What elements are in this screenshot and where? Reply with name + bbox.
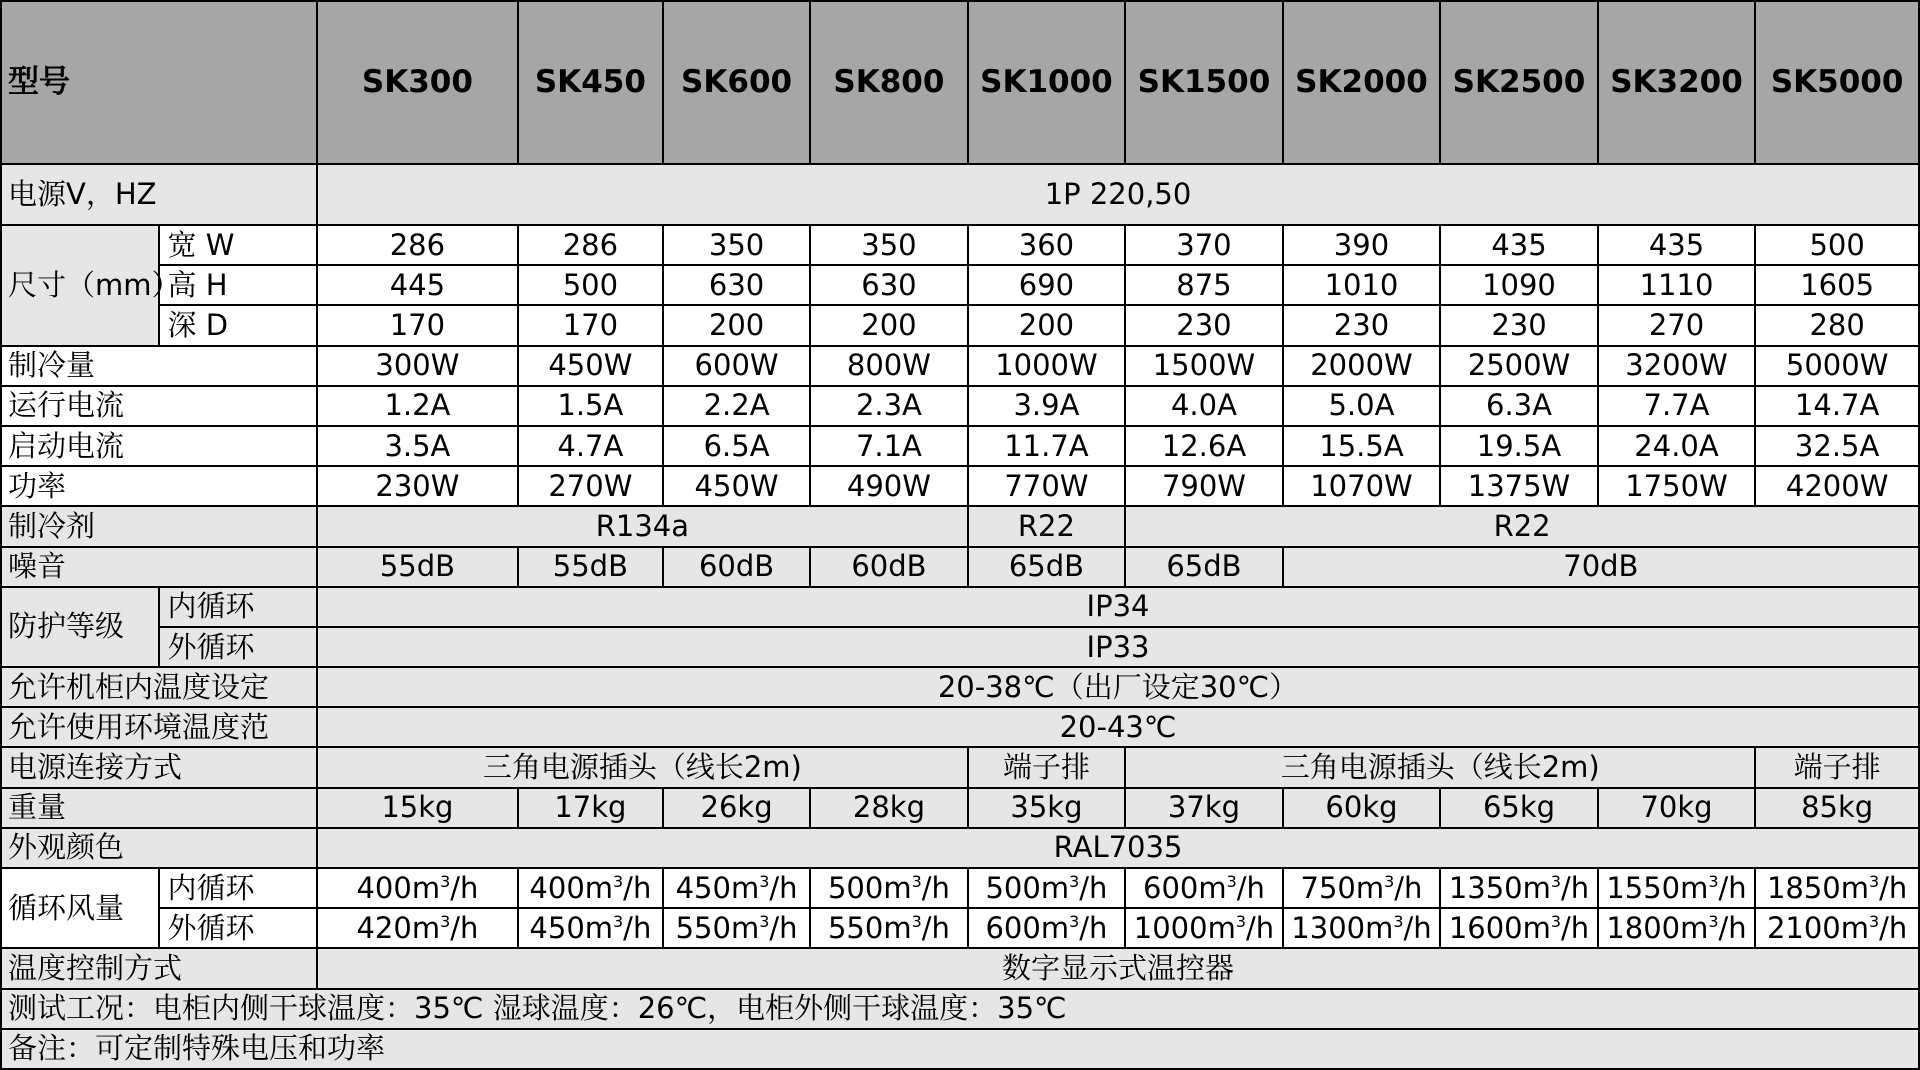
start-current-cell: 15.5A <box>1283 426 1441 466</box>
airflow-value: 500m <box>985 870 1070 905</box>
airflow-unit: /h <box>921 910 950 945</box>
weight-cell: 35kg <box>968 788 1126 828</box>
run-current-cell: 2.2A <box>663 386 810 426</box>
airflow-unit: /h <box>450 870 479 905</box>
power-rating-cell: 4200W <box>1755 466 1919 506</box>
size-label: 尺寸（mm） <box>1 225 159 346</box>
airflow-value: 400m <box>529 870 614 905</box>
airflow-row-inner <box>1 868 1919 908</box>
connection-cell: 三角电源插头（线长2m) <box>317 747 968 787</box>
cabinet-temp-row <box>1 667 1919 707</box>
airflow-value: 450m <box>675 870 760 905</box>
size-cell: 500 <box>1755 225 1919 265</box>
airflow-unit: /h <box>769 910 798 945</box>
weight-cell: 60kg <box>1283 788 1441 828</box>
airflow-unit: /h <box>921 870 950 905</box>
refrigerant-row <box>1 506 1919 546</box>
noise-cell: 60dB <box>810 547 968 587</box>
airflow-value: 1600m <box>1448 910 1551 945</box>
airflow-value: 2100m <box>1766 910 1870 945</box>
run-current-row <box>1 386 1919 426</box>
start-current-cell: 24.0A <box>1598 426 1756 466</box>
refrigerant-cell: R22 <box>968 506 1126 546</box>
start-current-cell: 32.5A <box>1755 426 1919 466</box>
cooling-cell: 300W <box>317 346 518 386</box>
model-name: SK1500 <box>1125 1 1283 164</box>
start-current-cell: 4.7A <box>518 426 663 466</box>
color-value: RAL7035 <box>317 828 1919 868</box>
cooling-cell: 1500W <box>1125 346 1283 386</box>
weight-row <box>1 788 1919 828</box>
airflow-unit: /h <box>450 910 479 945</box>
cooling-row <box>1 346 1919 386</box>
cabinet-temp-label: 允许机柜内温度设定 <box>1 667 317 707</box>
airflow-cell: $500m^3/h$ <box>968 868 1126 908</box>
size-cell: 170 <box>317 305 518 345</box>
noise-cell: 55dB <box>317 547 518 587</box>
power-rating-cell: 490W <box>810 466 968 506</box>
model-label: 型号 <box>1 1 317 164</box>
run-current-cell: 2.3A <box>810 386 968 426</box>
refrigerant-cell: R134a <box>317 506 968 546</box>
size-cell: 350 <box>663 225 810 265</box>
size-cell: 200 <box>663 305 810 345</box>
airflow-cell: $550m^3/h$ <box>663 908 810 948</box>
start-current-cell: 11.7A <box>968 426 1126 466</box>
airflow-unit: /h <box>769 870 798 905</box>
airflow-unit: /h <box>1245 910 1275 945</box>
cooling-cell: 2500W <box>1440 346 1598 386</box>
protection-sub-label: 外循环 <box>159 627 318 667</box>
weight-cell: 28kg <box>810 788 968 828</box>
airflow-cell: $400m^3/h$ <box>518 868 663 908</box>
model-name: SK5000 <box>1755 1 1919 164</box>
size-cell: 630 <box>810 265 968 305</box>
temp-control-label: 温度控制方式 <box>1 948 317 988</box>
test-note: 测试工况：电柜内侧干球温度：35℃ 湿球温度：26℃，电柜外侧干球温度：35℃ <box>1 989 1919 1029</box>
size-cell: 200 <box>968 305 1126 345</box>
model-name: SK300 <box>317 1 518 164</box>
airflow-unit: /h <box>1879 910 1908 945</box>
size-cell: 1605 <box>1755 265 1919 305</box>
protection-row-outer <box>1 627 1919 667</box>
start-current-cell: 19.5A <box>1440 426 1598 466</box>
start-current-cell: 6.5A <box>663 426 810 466</box>
size-cell: 286 <box>317 225 518 265</box>
cooling-cell: 5000W <box>1755 346 1919 386</box>
airflow-cell: $1600m^3/h$ <box>1440 908 1598 948</box>
power-value: 1P 220,50 <box>317 164 1919 225</box>
test-note-row <box>1 989 1919 1029</box>
airflow-label: 循环风量 <box>1 868 159 948</box>
protection-value: IP33 <box>317 627 1919 667</box>
weight-cell: 70kg <box>1598 788 1756 828</box>
airflow-cell: $500m^3/h$ <box>810 868 968 908</box>
power-label: 电源V，HZ <box>1 164 317 225</box>
weight-cell: 65kg <box>1440 788 1598 828</box>
noise-cell: 55dB <box>518 547 663 587</box>
size-cell: 230 <box>1283 305 1441 345</box>
size-cell: 360 <box>968 225 1126 265</box>
power-rating-cell: 770W <box>968 466 1126 506</box>
airflow-unit: /h <box>1879 870 1908 905</box>
airflow-cell: $1800m^3/h$ <box>1598 908 1756 948</box>
temp-control-value: 数字显示式温控器 <box>317 948 1919 988</box>
airflow-cell: $600m^3/h$ <box>968 908 1126 948</box>
weight-cell: 85kg <box>1755 788 1919 828</box>
connection-label: 电源连接方式 <box>1 747 317 787</box>
model-name: SK1000 <box>968 1 1126 164</box>
power-rating-label: 功率 <box>1 466 317 506</box>
run-current-cell: 6.3A <box>1440 386 1598 426</box>
airflow-value: 1850m <box>1766 870 1870 905</box>
airflow-value: 500m <box>827 870 912 905</box>
run-current-cell: 5.0A <box>1283 386 1441 426</box>
airflow-value: 400m <box>356 870 441 905</box>
airflow-unit: /h <box>1561 870 1590 905</box>
airflow-value: 1300m <box>1291 910 1394 945</box>
size-cell: 445 <box>317 265 518 305</box>
weight-cell: 17kg <box>518 788 663 828</box>
noise-label: 噪音 <box>1 547 317 587</box>
airflow-sub-label: 外循环 <box>159 908 318 948</box>
airflow-value: 420m <box>356 910 441 945</box>
airflow-cell: $420m^3/h$ <box>317 908 518 948</box>
cooling-cell: 2000W <box>1283 346 1441 386</box>
airflow-unit: /h <box>623 870 652 905</box>
airflow-value: 1350m <box>1448 870 1551 905</box>
start-current-row <box>1 426 1919 466</box>
airflow-value: 1550m <box>1606 870 1709 905</box>
airflow-value: 600m <box>1143 870 1227 905</box>
run-current-label: 运行电流 <box>1 386 317 426</box>
connection-cell: 端子排 <box>968 747 1126 787</box>
refrigerant-cell: R22 <box>1125 506 1919 546</box>
airflow-unit: /h <box>1394 870 1423 905</box>
airflow-cell: $1350m^3/h$ <box>1440 868 1598 908</box>
temp-control-row <box>1 948 1919 988</box>
size-row-w <box>1 225 1919 265</box>
model-name: SK2500 <box>1440 1 1598 164</box>
power-rating-cell: 270W <box>518 466 663 506</box>
airflow-unit: /h <box>623 910 652 945</box>
ambient-temp-row <box>1 707 1919 747</box>
airflow-cell: $1300m^3/h$ <box>1283 908 1441 948</box>
airflow-value: 600m <box>985 910 1070 945</box>
size-cell: 390 <box>1283 225 1441 265</box>
size-cell: 230 <box>1125 305 1283 345</box>
power-rating-cell: 790W <box>1125 466 1283 506</box>
start-current-cell: 12.6A <box>1125 426 1283 466</box>
size-cell: 286 <box>518 225 663 265</box>
weight-cell: 26kg <box>663 788 810 828</box>
connection-cell: 端子排 <box>1755 747 1919 787</box>
airflow-cell: $400m^3/h$ <box>317 868 518 908</box>
power-rating-cell: 1070W <box>1283 466 1441 506</box>
size-sub-label: 深 D <box>159 305 318 345</box>
airflow-unit: /h <box>1079 870 1108 905</box>
connection-cell: 三角电源插头（线长2m) <box>1125 747 1755 787</box>
airflow-cell: $1550m^3/h$ <box>1598 868 1756 908</box>
airflow-unit: /h <box>1079 910 1108 945</box>
size-cell: 170 <box>518 305 663 345</box>
size-cell: 690 <box>968 265 1126 305</box>
size-cell: 230 <box>1440 305 1598 345</box>
model-name: SK2000 <box>1283 1 1441 164</box>
protection-value: IP34 <box>317 587 1919 627</box>
size-cell: 270 <box>1598 305 1756 345</box>
power-rating-row <box>1 466 1919 506</box>
airflow-unit: /h <box>1403 910 1432 945</box>
start-current-cell: 7.1A <box>810 426 968 466</box>
model-name: SK800 <box>810 1 968 164</box>
size-cell: 1010 <box>1283 265 1441 305</box>
noise-row <box>1 547 1919 587</box>
size-cell: 280 <box>1755 305 1919 345</box>
size-cell: 500 <box>518 265 663 305</box>
run-current-cell: 7.7A <box>1598 386 1756 426</box>
protection-row-inner <box>1 587 1919 627</box>
color-row <box>1 828 1919 868</box>
airflow-value: 450m <box>529 910 614 945</box>
weight-cell: 15kg <box>317 788 518 828</box>
airflow-unit: /h <box>1718 870 1747 905</box>
run-current-cell: 1.2A <box>317 386 518 426</box>
connection-row <box>1 747 1919 787</box>
airflow-cell: $750m^3/h$ <box>1283 868 1441 908</box>
cooling-cell: 1000W <box>968 346 1126 386</box>
protection-sub-label: 内循环 <box>159 587 318 627</box>
airflow-cell: $450m^3/h$ <box>518 908 663 948</box>
noise-cell: 65dB <box>968 547 1126 587</box>
size-sub-label: 高 H <box>159 265 318 305</box>
start-current-label: 启动电流 <box>1 426 317 466</box>
size-cell: 200 <box>810 305 968 345</box>
size-cell: 875 <box>1125 265 1283 305</box>
ambient-temp-value: 20-43℃ <box>317 707 1919 747</box>
airflow-cell: $550m^3/h$ <box>810 908 968 948</box>
noise-cell: 60dB <box>663 547 810 587</box>
size-cell: 350 <box>810 225 968 265</box>
size-cell: 1090 <box>1440 265 1598 305</box>
run-current-cell: 1.5A <box>518 386 663 426</box>
size-sub-label: 宽 W <box>159 225 318 265</box>
airflow-value: 550m <box>675 910 760 945</box>
cooling-cell: 600W <box>663 346 810 386</box>
size-cell: 435 <box>1598 225 1756 265</box>
airflow-unit: /h <box>1718 910 1747 945</box>
cooling-cell: 3200W <box>1598 346 1756 386</box>
cabinet-temp-value: 20-38℃（出厂设定30℃） <box>317 667 1919 707</box>
airflow-value: 1000m <box>1133 910 1236 945</box>
power-rating-cell: 1375W <box>1440 466 1598 506</box>
airflow-unit: /h <box>1561 910 1590 945</box>
run-current-cell: 3.9A <box>968 386 1126 426</box>
weight-label: 重量 <box>1 788 317 828</box>
airflow-value: 1800m <box>1606 910 1709 945</box>
size-cell: 1110 <box>1598 265 1756 305</box>
size-row-h <box>1 265 1919 305</box>
start-current-cell: 3.5A <box>317 426 518 466</box>
power-rating-cell: 230W <box>317 466 518 506</box>
model-name: SK450 <box>518 1 663 164</box>
run-current-cell: 4.0A <box>1125 386 1283 426</box>
airflow-cell: $450m^3/h$ <box>663 868 810 908</box>
color-label: 外观颜色 <box>1 828 317 868</box>
model-name: SK3200 <box>1598 1 1756 164</box>
model-name: SK600 <box>663 1 810 164</box>
cooling-label: 制冷量 <box>1 346 317 386</box>
noise-cell: 70dB <box>1283 547 1919 587</box>
airflow-value: 750m <box>1300 870 1385 905</box>
power-row <box>1 164 1919 225</box>
ambient-temp-label: 允许使用环境温度范 <box>1 707 317 747</box>
cooling-cell: 800W <box>810 346 968 386</box>
power-rating-cell: 450W <box>663 466 810 506</box>
noise-cell: 65dB <box>1125 547 1283 587</box>
remark: 备注：可定制特殊电压和功率 <box>1 1029 1919 1069</box>
protection-label: 防护等级 <box>1 587 159 667</box>
size-row-d <box>1 305 1919 345</box>
run-current-cell: 14.7A <box>1755 386 1919 426</box>
airflow-row-outer <box>1 908 1919 948</box>
cooling-cell: 450W <box>518 346 663 386</box>
weight-cell: 37kg <box>1125 788 1283 828</box>
airflow-cell: $1850m^3/h$ <box>1755 868 1919 908</box>
size-cell: 435 <box>1440 225 1598 265</box>
airflow-sub-label: 内循环 <box>159 868 318 908</box>
airflow-cell: $600m^3/h$ <box>1125 868 1283 908</box>
airflow-cell: $2100m^3/h$ <box>1755 908 1919 948</box>
airflow-value: 550m <box>827 910 912 945</box>
power-rating-cell: 1750W <box>1598 466 1756 506</box>
header-row <box>1 1 1919 164</box>
size-cell: 370 <box>1125 225 1283 265</box>
airflow-unit: /h <box>1236 870 1265 905</box>
refrigerant-label: 制冷剂 <box>1 506 317 546</box>
airflow-cell: $1000m^3/h$ <box>1125 908 1283 948</box>
size-cell: 630 <box>663 265 810 305</box>
remark-row <box>1 1029 1919 1069</box>
